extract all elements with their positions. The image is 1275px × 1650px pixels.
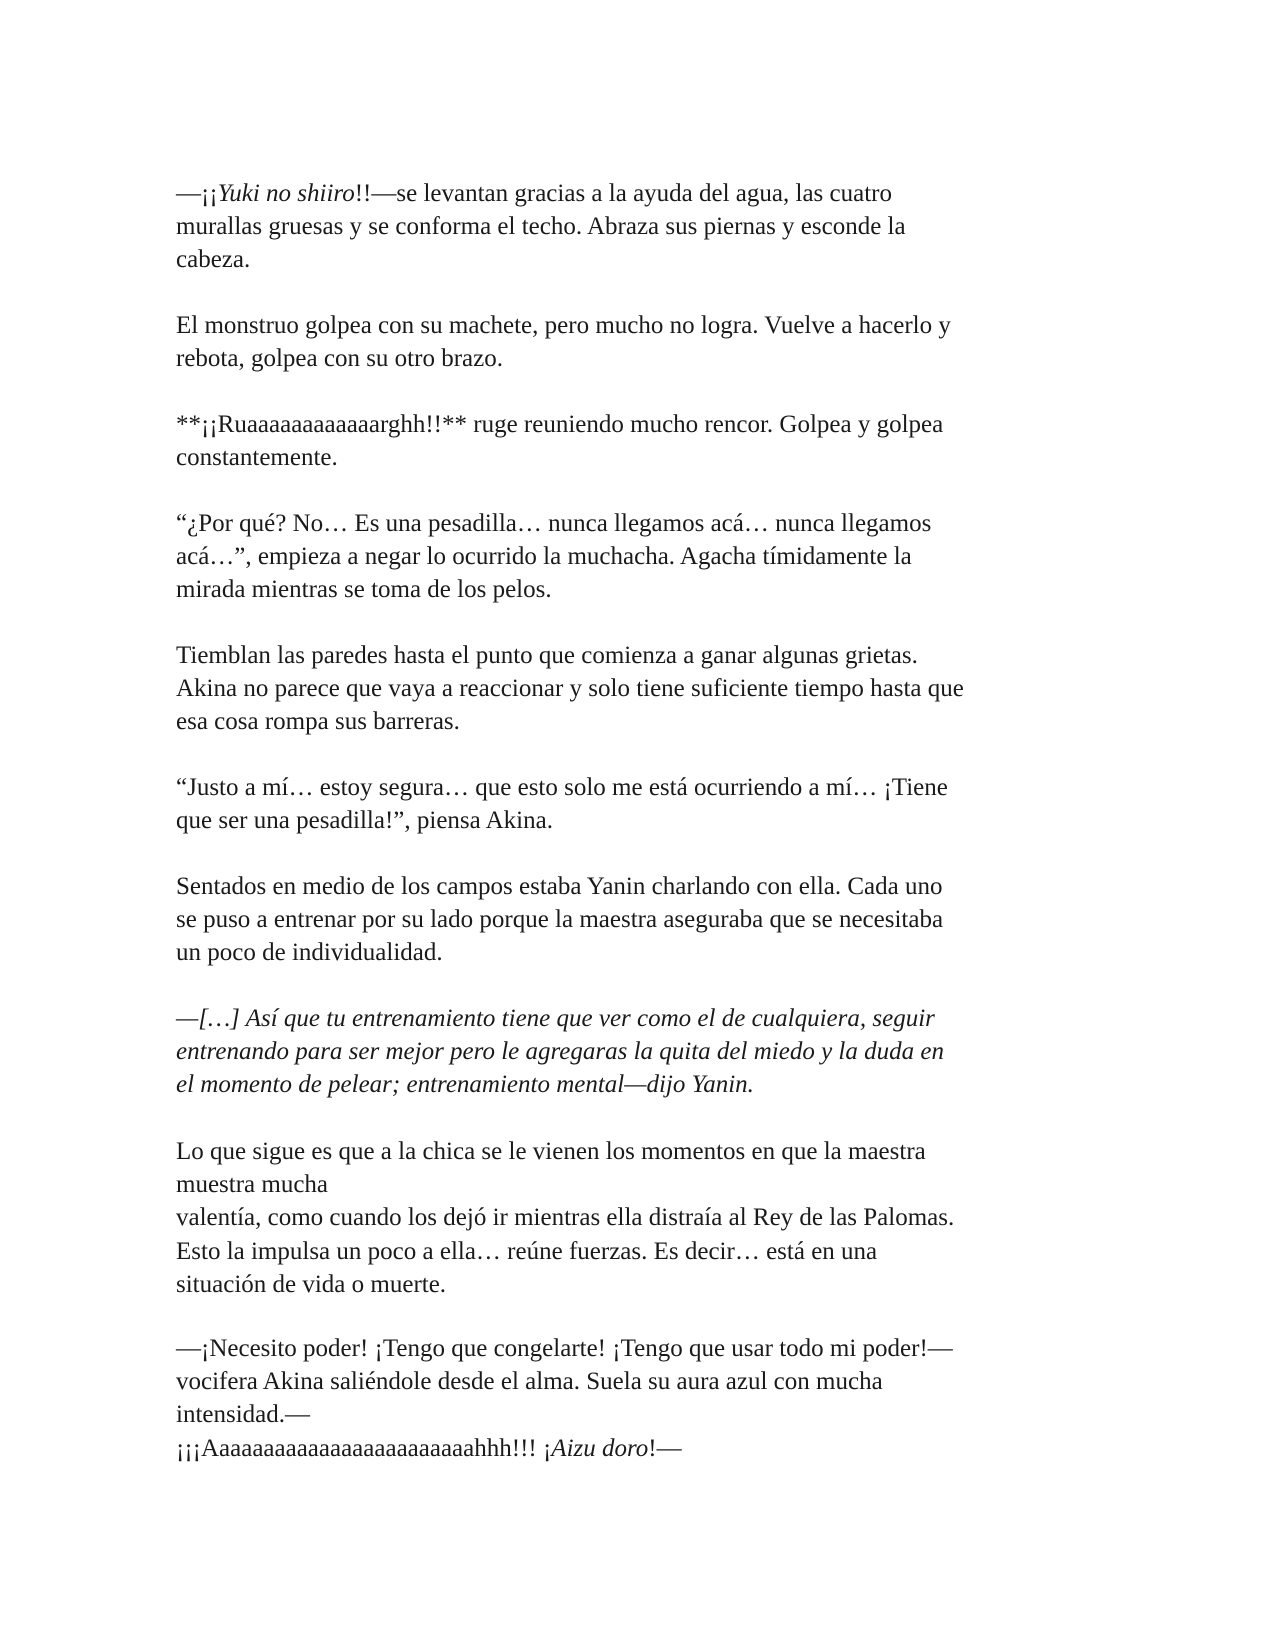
text-run: Tiemblan las paredes hasta el punto que comienza a ganar algunas grietas. [176,642,918,669]
text-run: **¡¡Ruaaaaaaaaaaaarghh!!** ruge reuniendo mucho rencor. Golpea y golpea [176,411,944,438]
text-line [176,507,1106,540]
text-run: “¿Por qué? No… Es una pesadilla… nunca llegamos acá… nunca llegamos [176,510,932,537]
text-run-italic: —[…] Así que tu entrenamiento tiene que ver como el de cualquiera, seguir [176,1005,935,1032]
text-run: vocifera Akina saliéndole desde el alma. Suela su aura azul con mucha [176,1368,883,1396]
text-run: Esto la impulsa un poco a ella… reúne fuerzas. Es decir… está en una [176,1237,878,1265]
paragraph-6 [176,771,1106,837]
text-line [176,1268,1106,1301]
text-line [176,672,1106,705]
text-line [176,1432,1106,1465]
paragraph-8 [176,1002,1106,1102]
text-run: —¡Necesito poder! ¡Tengo que congelarte! ¡Tengo que usar todo mi poder!— [176,1335,953,1362]
text-run: “Justo a mí… estoy segura… que esto solo me está ocurriendo a mí… ¡Tiene [176,774,948,801]
text-run-italic: entrenando para ser mejor pero le agregaras la quita del miedo y la duda en [176,1038,944,1066]
text-line [176,1168,1106,1201]
paragraph-2 [176,309,1106,375]
text-run: rebota, golpea con su otro brazo. [176,345,503,373]
text-line [176,309,1106,342]
text-line [176,1002,1106,1035]
text-run: muestra mucha [176,1171,329,1199]
text-run-italic: el momento de pelear; entrenamiento mental—dijo Yanin. [176,1071,754,1099]
text-run: ¡¡¡Aaaaaaaaaaaaaaaaaaaaaaaahhh!!! ¡ [176,1434,552,1462]
text-run: valentía, como cuando los dejó ir mientras ella distraía al Rey de las Palomas. [176,1204,955,1232]
paragraph-9 [176,1135,1106,1301]
paragraph-1 [176,177,1106,277]
paragraph-10 [176,1332,1106,1465]
text-line [176,1235,1106,1268]
text-run: situación de vida o muerte. [176,1270,447,1298]
text-run: El monstruo golpea con su machete, pero mucho no logra. Vuelve a hacerlo y [176,312,951,339]
text-line [176,1332,1106,1365]
text-run: murallas gruesas y se conforma el techo. Abraza sus piernas y esconde la [176,213,906,241]
paragraph-7 [176,870,1106,970]
text-run: —¡¡ [176,180,218,207]
text-run: !!—se levantan gracias a la ayuda del agua, las cuatro [354,180,892,207]
text-run: Akina no parece que vaya a reaccionar y solo tiene suficiente tiempo hasta que [176,675,964,703]
text-run: intensidad.— [176,1401,311,1429]
text-line [176,1201,1106,1234]
text-run: un poco de individualidad. [176,939,443,967]
text-run: se puso a entrenar por su lado porque la maestra aseguraba que se necesitaba [176,906,944,934]
text-line [176,1365,1106,1398]
text-line [176,705,1106,738]
text-run: acá…”, empieza a negar lo ocurrido la muchacha. Agacha tímidamente la [176,543,912,571]
text-run-italic: Aizu doro [551,1434,649,1462]
text-line [176,936,1106,969]
text-line [176,1135,1106,1168]
text-line [176,771,1106,804]
text-line [176,210,1106,243]
text-run: !— [648,1434,682,1462]
paragraph-5 [176,639,1106,739]
text-run: esa cosa rompa sus barreras. [176,708,460,736]
text-run: constantemente. [176,444,338,472]
text-line [176,1398,1106,1431]
text-line [176,870,1106,903]
text-line [176,243,1106,276]
text-line [176,804,1106,837]
text-line [176,342,1106,375]
paragraph-4 [176,507,1106,607]
text-line [176,540,1106,573]
paragraph-3 [176,408,1106,474]
text-line [176,1068,1106,1101]
text-run: que ser una pesadilla!”, piensa Akina. [176,807,553,835]
text-run-italic: Yuki no shiiro [217,180,355,207]
text-line [176,639,1106,672]
text-run: cabeza. [176,246,251,274]
text-line [176,1035,1106,1068]
text-run: mirada mientras se toma de los pelos. [176,576,552,604]
text-run: Sentados en medio de los campos estaba Yanin charlando con ella. Cada uno [176,873,943,900]
text-run: Lo que sigue es que a la chica se le vienen los momentos en que la maestra [176,1138,926,1165]
text-line [176,177,1106,210]
text-line [176,408,1106,441]
text-line [176,573,1106,606]
text-line [176,903,1106,936]
text-line [176,441,1106,474]
